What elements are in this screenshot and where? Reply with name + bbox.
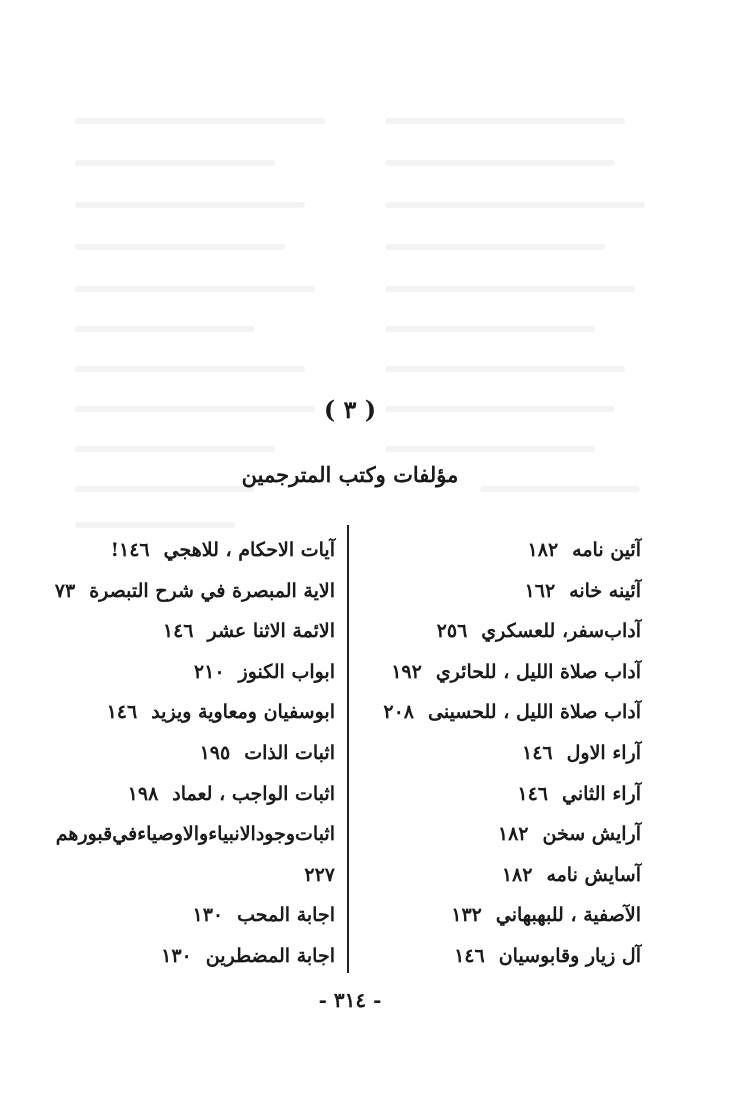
entry-page: ١٩٥	[199, 741, 231, 764]
index-entry	[381, 774, 641, 815]
entry-title: آداب‌سفر، للعسكري	[481, 620, 641, 643]
entry-page: ٢٠٨	[383, 701, 414, 724]
entry-page: ١٩٨	[127, 782, 159, 805]
index-entry	[381, 814, 641, 855]
entry-page: ١٨٢	[501, 863, 533, 886]
index-entry	[381, 895, 641, 936]
entry-title: آئينه خانه	[569, 579, 641, 602]
index-entry	[35, 814, 335, 855]
entry-title: آيات الاحكام ، للاهجي	[163, 539, 335, 561]
entry-page: ١٤٦	[517, 782, 548, 805]
entry-page: ٢١٠	[193, 660, 225, 683]
entry-title: آداب صلاة الليل ، للحائري	[435, 660, 641, 683]
index-column-left	[35, 530, 335, 977]
index-entry	[35, 895, 335, 936]
entry-page: ١٤٦	[162, 620, 194, 643]
entry-page: ١٣٠	[192, 904, 224, 927]
entry-page: ١٤٦!	[110, 539, 150, 561]
entry-title: آسايش نامه	[546, 863, 641, 886]
index-entry	[381, 652, 641, 693]
index-entry	[381, 733, 641, 774]
entry-title: اثبات الذات	[244, 741, 335, 764]
entry-page: ١٤٦	[454, 944, 485, 967]
index-entry	[35, 936, 335, 977]
entry-title: اثبات‌وجود‌الانبياء‌والاوصياء‌في‌قبورهم	[55, 823, 335, 846]
entry-title: الائمة الاثنا عشر	[207, 620, 335, 643]
entry-page: ١٨٢	[527, 539, 559, 561]
index-entry	[35, 692, 335, 733]
entry-page: ١٣٢	[451, 904, 482, 927]
entry-title: ابوسفيان ومعاوية ويزيد	[151, 701, 335, 724]
index-entry	[381, 611, 641, 652]
entry-page: ٧٣	[54, 579, 76, 602]
entry-page: ١٤٦	[521, 741, 553, 764]
index-entry	[35, 611, 335, 652]
entry-title: آل زيار وقابوسيان	[498, 944, 641, 967]
column-divider	[347, 525, 349, 973]
index-entry	[381, 571, 641, 612]
index-entry	[35, 571, 335, 612]
index-column-right	[381, 530, 641, 977]
index-entry	[35, 733, 335, 774]
index-entry	[35, 530, 335, 571]
section-title: مؤلفات وكتب المترجمين	[241, 462, 459, 487]
entry-title: اجابة المضطرين	[205, 944, 335, 967]
entry-title: الاية المبصرة في شرح التبصرة	[89, 579, 335, 602]
index-entry	[381, 692, 641, 733]
entry-page: ١٩٢	[391, 660, 422, 683]
index-entry	[381, 530, 641, 571]
index-entry-continuation	[35, 855, 335, 896]
entry-page: ١٦٢	[524, 579, 556, 602]
entry-page: ٢٢٧	[304, 863, 335, 886]
entry-page: ١٣٠	[161, 944, 192, 967]
entry-title: اجابة المحب	[237, 904, 335, 927]
entry-title: آئين نامه	[572, 539, 641, 561]
index-entry	[35, 774, 335, 815]
entry-title: آراء الاول	[566, 741, 641, 764]
index-entry	[381, 855, 641, 896]
index-entry	[381, 936, 641, 977]
entry-page: ١٤٦	[106, 701, 138, 724]
entry-title: آراء الثاني	[562, 782, 641, 805]
entry-page: ١٨٢	[497, 823, 529, 846]
entry-title: آداب صلاة الليل ، للحسينى	[428, 701, 641, 724]
entry-title: ابواب الكنوز	[238, 660, 335, 683]
entry-title: اثبات الواجب ، لعماد	[172, 782, 335, 805]
entry-title: آرايش سخن	[542, 823, 641, 846]
index-entry	[35, 652, 335, 693]
entry-page: ٢٥٦	[436, 620, 468, 643]
entry-title: الآصفية ، للبهبهاني	[495, 904, 641, 927]
section-number: ( ٣ )	[323, 395, 377, 424]
page-number: - ٣١٤ -	[318, 988, 382, 1012]
